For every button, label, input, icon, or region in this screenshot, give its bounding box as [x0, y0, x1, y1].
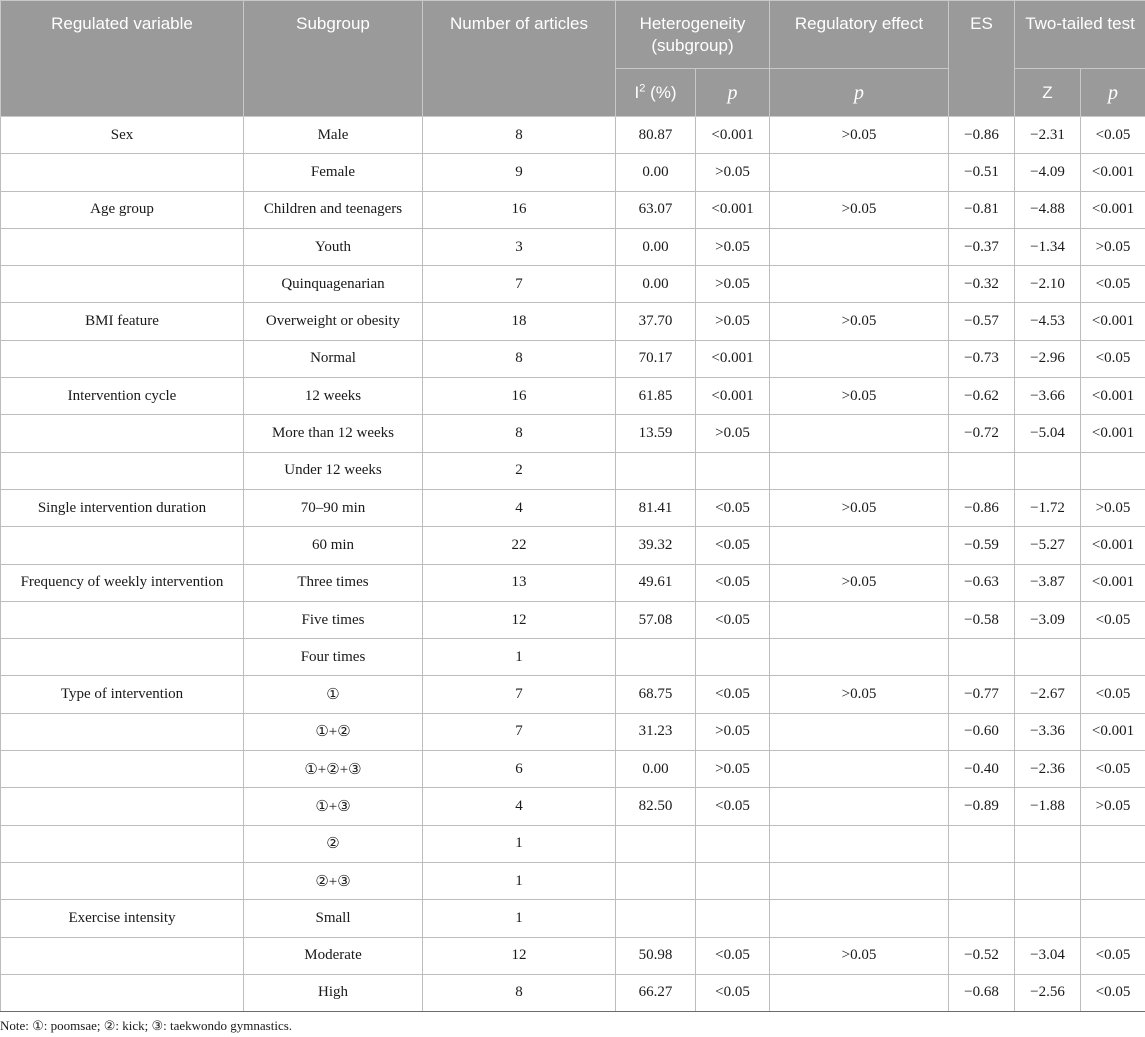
cell-es: −0.68 [949, 974, 1015, 1011]
cell-i2: 82.50 [616, 788, 696, 825]
cell-p-two-tailed: <0.05 [1081, 340, 1145, 377]
header-es: ES [949, 1, 1015, 117]
cell-subgroup: ② [244, 825, 423, 862]
cell-es: −0.58 [949, 601, 1015, 638]
cell-p-heterogeneity: >0.05 [696, 303, 770, 340]
cell-es: −0.86 [949, 117, 1015, 154]
cell-p-two-tailed: <0.001 [1081, 713, 1145, 750]
cell-regulated-variable [1, 937, 244, 974]
cell-z: −1.34 [1015, 228, 1081, 265]
table-row [1, 154, 1145, 191]
cell-subgroup: Normal [244, 340, 423, 377]
cell-p-regulatory [770, 154, 949, 191]
cell-p-two-tailed: <0.001 [1081, 154, 1145, 191]
table-row [1, 452, 1145, 489]
cell-p-two-tailed [1081, 862, 1145, 899]
cell-subgroup: Small [244, 900, 423, 937]
cell-p-heterogeneity: <0.001 [696, 191, 770, 228]
cell-subgroup: Youth [244, 228, 423, 265]
cell-number-of-articles: 6 [423, 751, 616, 788]
table-row [1, 713, 1145, 750]
cell-p-regulatory [770, 825, 949, 862]
cell-number-of-articles: 8 [423, 340, 616, 377]
cell-p-two-tailed: <0.05 [1081, 937, 1145, 974]
cell-regulated-variable [1, 527, 244, 564]
header-regulated-variable: Regulated variable [1, 1, 244, 117]
cell-subgroup: 60 min [244, 527, 423, 564]
table-row [1, 191, 1145, 228]
header-z: Z [1015, 69, 1081, 117]
cell-p-two-tailed: <0.001 [1081, 303, 1145, 340]
cell-number-of-articles: 8 [423, 415, 616, 452]
cell-p-heterogeneity: <0.05 [696, 527, 770, 564]
header-two-tailed-test: Two-tailed test [1015, 1, 1145, 69]
cell-z [1015, 639, 1081, 676]
cell-z: −4.09 [1015, 154, 1081, 191]
cell-p-two-tailed: <0.001 [1081, 378, 1145, 415]
cell-es: −0.51 [949, 154, 1015, 191]
table-row [1, 415, 1145, 452]
cell-regulated-variable [1, 228, 244, 265]
cell-p-two-tailed: <0.05 [1081, 751, 1145, 788]
cell-regulated-variable [1, 788, 244, 825]
cell-regulated-variable [1, 266, 244, 303]
cell-regulated-variable [1, 974, 244, 1011]
cell-p-heterogeneity: >0.05 [696, 713, 770, 750]
cell-es: −0.40 [949, 751, 1015, 788]
table-note: Note: ①: poomsae; ②: kick; ③: taekwondo gymnastics. [0, 1018, 293, 1033]
cell-z: −2.56 [1015, 974, 1081, 1011]
cell-i2: 70.17 [616, 340, 696, 377]
cell-subgroup: Moderate [244, 937, 423, 974]
cell-p-two-tailed: >0.05 [1081, 489, 1145, 526]
cell-p-regulatory: >0.05 [770, 676, 949, 713]
cell-p-heterogeneity [696, 862, 770, 899]
cell-number-of-articles: 1 [423, 862, 616, 899]
table-row [1, 676, 1145, 713]
cell-p-heterogeneity: <0.001 [696, 340, 770, 377]
cell-regulated-variable: Frequency of weekly intervention [1, 564, 244, 601]
table-row [1, 751, 1145, 788]
cell-p-two-tailed: >0.05 [1081, 788, 1145, 825]
cell-p-regulatory: >0.05 [770, 303, 949, 340]
cell-z: −5.27 [1015, 527, 1081, 564]
cell-number-of-articles: 8 [423, 117, 616, 154]
cell-i2: 0.00 [616, 228, 696, 265]
cell-number-of-articles: 2 [423, 452, 616, 489]
cell-i2: 13.59 [616, 415, 696, 452]
cell-z: −2.67 [1015, 676, 1081, 713]
cell-p-regulatory: >0.05 [770, 117, 949, 154]
cell-subgroup: ①+③ [244, 788, 423, 825]
cell-p-regulatory [770, 228, 949, 265]
cell-z: −5.04 [1015, 415, 1081, 452]
cell-p-heterogeneity: <0.05 [696, 974, 770, 1011]
cell-p-two-tailed: <0.001 [1081, 564, 1145, 601]
cell-regulated-variable: Sex [1, 117, 244, 154]
header-i2 [616, 69, 696, 117]
cell-es: −0.72 [949, 415, 1015, 452]
table-row [1, 825, 1145, 862]
table-row [1, 527, 1145, 564]
cell-z: −3.04 [1015, 937, 1081, 974]
cell-i2: 50.98 [616, 937, 696, 974]
cell-regulated-variable: Exercise intensity [1, 900, 244, 937]
cell-subgroup: ②+③ [244, 862, 423, 899]
cell-subgroup: Female [244, 154, 423, 191]
cell-i2: 57.08 [616, 601, 696, 638]
cell-i2: 61.85 [616, 378, 696, 415]
cell-p-heterogeneity: >0.05 [696, 154, 770, 191]
cell-number-of-articles: 16 [423, 191, 616, 228]
table-row [1, 117, 1145, 154]
cell-regulated-variable: Type of intervention [1, 676, 244, 713]
cell-p-regulatory [770, 862, 949, 899]
cell-i2 [616, 900, 696, 937]
cell-p-heterogeneity: <0.05 [696, 937, 770, 974]
cell-es: −0.63 [949, 564, 1015, 601]
header-number-of-articles: Number of articles [423, 1, 616, 117]
cell-i2: 80.87 [616, 117, 696, 154]
cell-es: −0.73 [949, 340, 1015, 377]
header-p-heterogeneity: p [696, 69, 770, 117]
cell-regulated-variable [1, 601, 244, 638]
cell-p-regulatory [770, 974, 949, 1011]
table-row [1, 564, 1145, 601]
header-p-regulatory: p [770, 69, 949, 117]
cell-regulated-variable [1, 415, 244, 452]
header-i2-sup: 2 [639, 81, 646, 94]
cell-subgroup: Male [244, 117, 423, 154]
cell-p-two-tailed: <0.001 [1081, 527, 1145, 564]
cell-z [1015, 900, 1081, 937]
cell-p-two-tailed [1081, 452, 1145, 489]
cell-subgroup: ①+② [244, 713, 423, 750]
cell-p-heterogeneity: >0.05 [696, 751, 770, 788]
cell-subgroup: Five times [244, 601, 423, 638]
cell-p-heterogeneity: <0.001 [696, 378, 770, 415]
cell-z: −2.36 [1015, 751, 1081, 788]
cell-z: −3.66 [1015, 378, 1081, 415]
cell-z [1015, 862, 1081, 899]
cell-p-two-tailed [1081, 900, 1145, 937]
cell-p-regulatory [770, 266, 949, 303]
cell-es [949, 639, 1015, 676]
cell-regulated-variable: Intervention cycle [1, 378, 244, 415]
cell-i2: 68.75 [616, 676, 696, 713]
cell-es [949, 900, 1015, 937]
cell-i2: 63.07 [616, 191, 696, 228]
cell-p-regulatory [770, 527, 949, 564]
cell-z: −2.31 [1015, 117, 1081, 154]
table-row [1, 266, 1145, 303]
cell-i2: 0.00 [616, 154, 696, 191]
cell-i2 [616, 825, 696, 862]
cell-number-of-articles: 22 [423, 527, 616, 564]
cell-number-of-articles: 18 [423, 303, 616, 340]
cell-number-of-articles: 7 [423, 713, 616, 750]
cell-i2 [616, 862, 696, 899]
cell-p-two-tailed: <0.05 [1081, 117, 1145, 154]
header-i2-rest: (%) [645, 82, 677, 102]
cell-p-regulatory [770, 751, 949, 788]
cell-subgroup: 70–90 min [244, 489, 423, 526]
cell-number-of-articles: 16 [423, 378, 616, 415]
cell-z: −1.72 [1015, 489, 1081, 526]
cell-p-heterogeneity: <0.05 [696, 564, 770, 601]
cell-p-regulatory: >0.05 [770, 378, 949, 415]
cell-regulated-variable [1, 639, 244, 676]
table-row [1, 639, 1145, 676]
header-p-two-tailed: p [1081, 69, 1145, 117]
cell-es: −0.89 [949, 788, 1015, 825]
table-row [1, 303, 1145, 340]
cell-p-two-tailed: <0.05 [1081, 676, 1145, 713]
cell-p-two-tailed: <0.05 [1081, 266, 1145, 303]
table-row [1, 788, 1145, 825]
cell-number-of-articles: 9 [423, 154, 616, 191]
cell-z: −3.87 [1015, 564, 1081, 601]
cell-es: −0.62 [949, 378, 1015, 415]
cell-i2: 0.00 [616, 751, 696, 788]
cell-number-of-articles: 1 [423, 825, 616, 862]
cell-number-of-articles: 4 [423, 788, 616, 825]
cell-es: −0.81 [949, 191, 1015, 228]
cell-es [949, 862, 1015, 899]
cell-number-of-articles: 7 [423, 676, 616, 713]
cell-es: −0.59 [949, 527, 1015, 564]
cell-subgroup: Overweight or obesity [244, 303, 423, 340]
cell-p-heterogeneity: <0.05 [696, 601, 770, 638]
cell-es: −0.32 [949, 266, 1015, 303]
cell-p-regulatory [770, 900, 949, 937]
table-row [1, 228, 1145, 265]
cell-regulated-variable [1, 825, 244, 862]
cell-z: −2.10 [1015, 266, 1081, 303]
cell-i2: 49.61 [616, 564, 696, 601]
cell-p-heterogeneity [696, 452, 770, 489]
cell-i2: 37.70 [616, 303, 696, 340]
cell-p-two-tailed: <0.05 [1081, 974, 1145, 1011]
cell-p-regulatory: >0.05 [770, 489, 949, 526]
cell-p-heterogeneity [696, 825, 770, 862]
cell-p-heterogeneity: >0.05 [696, 266, 770, 303]
cell-p-heterogeneity: <0.05 [696, 788, 770, 825]
table-row [1, 862, 1145, 899]
cell-number-of-articles: 12 [423, 601, 616, 638]
cell-p-heterogeneity: <0.05 [696, 489, 770, 526]
cell-subgroup: Children and teenagers [244, 191, 423, 228]
cell-i2: 66.27 [616, 974, 696, 1011]
cell-p-heterogeneity [696, 900, 770, 937]
cell-es: −0.37 [949, 228, 1015, 265]
cell-z [1015, 452, 1081, 489]
cell-i2 [616, 452, 696, 489]
cell-subgroup: 12 weeks [244, 378, 423, 415]
cell-p-regulatory [770, 415, 949, 452]
cell-p-heterogeneity: >0.05 [696, 228, 770, 265]
cell-p-heterogeneity [696, 639, 770, 676]
cell-es: −0.86 [949, 489, 1015, 526]
cell-p-regulatory: >0.05 [770, 191, 949, 228]
cell-number-of-articles: 3 [423, 228, 616, 265]
cell-p-two-tailed [1081, 825, 1145, 862]
cell-z: −1.88 [1015, 788, 1081, 825]
cell-es [949, 825, 1015, 862]
cell-z: −3.36 [1015, 713, 1081, 750]
cell-subgroup: ①+②+③ [244, 751, 423, 788]
cell-es [949, 452, 1015, 489]
cell-es: −0.60 [949, 713, 1015, 750]
cell-p-regulatory [770, 639, 949, 676]
cell-p-heterogeneity: >0.05 [696, 415, 770, 452]
cell-z: −4.88 [1015, 191, 1081, 228]
table-row [1, 601, 1145, 638]
cell-p-two-tailed: <0.001 [1081, 415, 1145, 452]
cell-i2: 39.32 [616, 527, 696, 564]
table-row [1, 974, 1145, 1011]
cell-p-regulatory [770, 601, 949, 638]
cell-p-two-tailed: <0.05 [1081, 601, 1145, 638]
cell-subgroup: Three times [244, 564, 423, 601]
cell-number-of-articles: 1 [423, 900, 616, 937]
cell-number-of-articles: 4 [423, 489, 616, 526]
cell-p-two-tailed [1081, 639, 1145, 676]
cell-subgroup: More than 12 weeks [244, 415, 423, 452]
cell-i2 [616, 639, 696, 676]
cell-subgroup: Four times [244, 639, 423, 676]
header-heterogeneity: Heterogeneity (subgroup) [616, 1, 770, 69]
cell-subgroup: Under 12 weeks [244, 452, 423, 489]
cell-z: −2.96 [1015, 340, 1081, 377]
cell-regulated-variable: Single intervention duration [1, 489, 244, 526]
cell-number-of-articles: 12 [423, 937, 616, 974]
cell-i2: 81.41 [616, 489, 696, 526]
cell-regulated-variable [1, 713, 244, 750]
table-row [1, 378, 1145, 415]
header-subgroup: Subgroup [244, 1, 423, 117]
table-row [1, 489, 1145, 526]
cell-es: −0.77 [949, 676, 1015, 713]
header-i2-base: I [634, 82, 640, 102]
cell-p-regulatory [770, 788, 949, 825]
cell-number-of-articles: 8 [423, 974, 616, 1011]
cell-regulated-variable [1, 154, 244, 191]
cell-p-regulatory: >0.05 [770, 937, 949, 974]
cell-number-of-articles: 7 [423, 266, 616, 303]
table-row [1, 900, 1145, 937]
cell-subgroup: Quinquagenarian [244, 266, 423, 303]
cell-p-heterogeneity: <0.05 [696, 676, 770, 713]
cell-p-regulatory [770, 452, 949, 489]
cell-z: −3.09 [1015, 601, 1081, 638]
cell-p-two-tailed: >0.05 [1081, 228, 1145, 265]
table-row [1, 937, 1145, 974]
cell-subgroup: ① [244, 676, 423, 713]
cell-es: −0.57 [949, 303, 1015, 340]
cell-regulated-variable [1, 862, 244, 899]
cell-p-heterogeneity: <0.001 [696, 117, 770, 154]
cell-p-two-tailed: <0.001 [1081, 191, 1145, 228]
cell-number-of-articles: 13 [423, 564, 616, 601]
cell-p-regulatory: >0.05 [770, 564, 949, 601]
cell-p-regulatory [770, 713, 949, 750]
cell-regulated-variable [1, 340, 244, 377]
header-regulatory-effect: Regulatory effect [770, 1, 949, 69]
cell-subgroup: High [244, 974, 423, 1011]
table-row [1, 340, 1145, 377]
cell-regulated-variable: BMI feature [1, 303, 244, 340]
cell-i2: 0.00 [616, 266, 696, 303]
cell-regulated-variable [1, 452, 244, 489]
cell-z [1015, 825, 1081, 862]
cell-regulated-variable: Age group [1, 191, 244, 228]
cell-es: −0.52 [949, 937, 1015, 974]
cell-number-of-articles: 1 [423, 639, 616, 676]
cell-z: −4.53 [1015, 303, 1081, 340]
table-body [1, 117, 1145, 1012]
cell-i2: 31.23 [616, 713, 696, 750]
cell-p-regulatory [770, 340, 949, 377]
cell-regulated-variable [1, 751, 244, 788]
